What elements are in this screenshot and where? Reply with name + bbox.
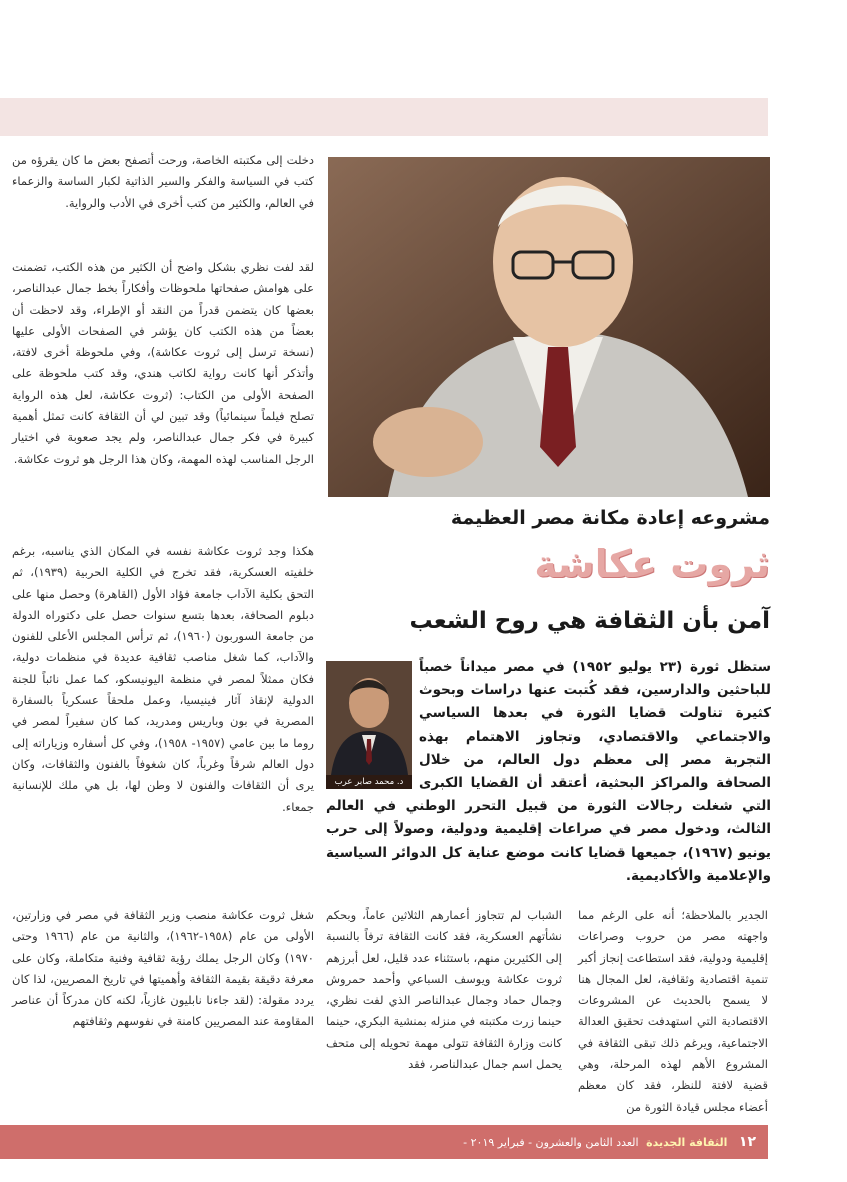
right-column-paragraph-2: لقد لفت نظري بشكل واضح أن الكثير من هذه الكتب، تضمنت على هوامش صفحاتها ملحوظات وأفكاراً بخط جمال عبدالناصر، بعضها كان يتضمن قدراً من النقد أو الإطراء، وقد لاحظت أن بعضاً من هذه الكتب كان يؤشر في الصفحات الأولى عليها (نسخة ترسل إلى ثروت عكاشة)، وفي ملحوظة أخرى لافتة، وأتذكر أنها كانت رواية لكاتب هندي، وقد كتب ملحوظة على الصفحة الأولى من الكتاب: (ثروت عكاشة، لعل هذه الرواية تصلح فيلماً سينمائياً) وقد تبين لي أن الثقافة كانت تمثل أهمية كبيرة في فكر جمال عبدالناصر، ولم يجد صعوبة في اختيار الرجل المناسب لهذه المهمة، وكان هذا الرجل هو ثروت عكاشة. [12, 260, 314, 466]
page-number: ١٢ [738, 1134, 756, 1150]
author-photo [326, 661, 412, 775]
article-subtitle: آمن بأن الثقافة هي روح الشعب [409, 608, 770, 634]
bottom-column-2: الشباب لم تتجاوز أعمارهم الثلاثين عاماً، وبحكم نشأتهم العسكرية، فقد كانت الثقافة ترفاً بالنسبة إلى الكثيرين منهم، باستثناء عدد قليل، لعل أبرزهم ثروت عكاشة ويوسف السباعي وأحمد حمروش وجمال حماد وجمال عبدالناصر الذي لفت نظري، حينما زرت مكتبته في منزله بمنشية البكري، حينما كانت وزارة الثقافة تتولى مهمة تحويله إلى متحف يحمل اسم جمال عبدالناصر، فقد [326, 908, 562, 1072]
article-title: ثروت عكاشة [534, 542, 770, 586]
author-caption: د. محمد صابر عرب [326, 775, 412, 789]
bottom-column-1: الجدير بالملاحظة؛ أنه على الرغم مما واجهته مصر من حروب وصراعات إقليمية ودولية، فقد استطاعت إنجاز أكبر تنمية اقتصادية وثقافية، لعل المجال هنا لا يسمح بالحديث عن المشروعات الاقتصادية التي استهدفت تحقيق العدالة الاجتماعية، ويرغم ذلك تبقى الثقافة في المشروع الأهم لهذه المرحلة، وهي قضية لافتة للنظر، فقد كان معظم أعضاء مجلس قيادة الثورة من [578, 908, 768, 1114]
magazine-logo: الثقافة الجديدة [646, 1136, 728, 1149]
right-column-paragraph-3: هكذا وجد ثروت عكاشة نفسه في المكان الذي يناسبه، برغم خلفيته العسكرية، فقد تخرج في الكلية الحربية (١٩٣٩)، ثم التحق بكلية الآداب جامعة فؤاد الأول (القاهرة) وحصل منها على دبلوم الصحافة، بعدها بتسع سنوات حصل على دكتوراه الدولة من جامعة السوربون (١٩٦٠)، ثم ترأس المجلس الأعلى للفنون والآداب، كما شغل مناصب ثقافية عديدة في منظمات دولية، فكان ممثلاً لمصر في منظمة اليونيسكو، كما عمل نائباً للجنة الدولية لإنقاذ آثار فينيسيا، وعمل ملحقاً عسكرياً بالسفارة المصرية في بون وباريس ومدريد، كما كان سفيراً لمصر في روما ما بين عامي (١٩٥٧- ١٩٥٨)، وفي كل أسفاره وزياراته إلى دول العالم شرقاً وغرباً، كان شغوفاً بالفنون والثقافات، وكان يرى أن الثقافات والفنون لا وطن لها، بل هي ملك للإنسانية جمعاء. [12, 544, 314, 814]
issue-info: العدد الثامن والعشرون - فبراير ٢٠١٩ - [463, 1136, 639, 1149]
top-decorative-band [0, 98, 768, 136]
portrait-photo [328, 157, 770, 497]
lead-text: ستظل ثورة (٢٣ يوليو ١٩٥٢) في مصر ميداناً خصباً للباحثين والدارسين، فقد كُتبت عنها دراسات وبحوث كثيرة تناولت قضايا الثورة في بعدها السياسي والاجتماعي والاقتصادي، وتجاوز الاهتمام بهذه التجربة مصر إلى معظم دول العالم، من خلال الصحافة والمراكز البحثية، أعتقد أن القضايا الكبرى التي شغلت رجالات الثورة من قبيل التحرر الوطني في العالم الثالث، ودخول مصر في صراعات إقليمية ودولية، وصولاً إلى حرب يونيو (١٩٦٧)، جميعها قضايا كانت موضع عناية كل الدوائر السياسية والإعلامية والأكاديمية. [326, 659, 772, 884]
article-overline: مشروعه إعادة مكانة مصر العظيمة [450, 507, 770, 529]
right-column-paragraph-1: دخلت إلى مكتبته الخاصة، ورحت أتصفح بعض ما كان يقرؤه من كتب في السياسة والفكر والسير الذاتية لكبار الساسة والزعماء في العالم، والكثير من كتب أخرى في الأدب والرواية. [12, 153, 314, 210]
right-column-paragraph-4: شغل ثروت عكاشة منصب وزير الثقافة في مصر في وزارتين، الأولى من عام (١٩٥٨-١٩٦٢)، والثانية من عام (١٩٦٦ وحتى ١٩٧٠) وكان الرجل يملك رؤية ثقافية وفنية متكاملة، وكان على معرفة دقيقة بقيمة الثقافة وأهميتها في تاريخ المصريين، لذا كان يردد مقولة: (لقد جاءنا نابليون غازياً، لكنه كان مدركاً أن عناصر المقاومة عند المصريين كامنة في نفوسهم وثقافتهم [12, 908, 315, 1029]
page-footer [0, 1125, 768, 1159]
footer-text [463, 1125, 756, 1159]
